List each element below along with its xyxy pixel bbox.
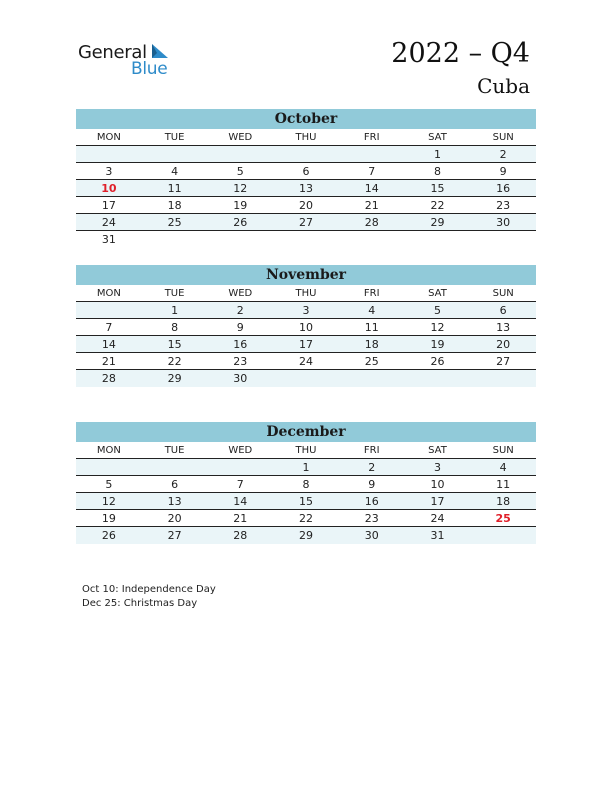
weekday-label: SAT bbox=[428, 132, 447, 143]
day-cell bbox=[405, 231, 471, 248]
day-cell: 26 bbox=[233, 216, 248, 229]
day-cell bbox=[142, 146, 208, 162]
week-row bbox=[76, 370, 536, 387]
week-row bbox=[76, 476, 536, 493]
day-cell bbox=[76, 459, 142, 475]
day-cell bbox=[339, 370, 405, 387]
day-cell: 28 bbox=[364, 216, 379, 229]
day-cell: 11 bbox=[167, 182, 182, 195]
week-row bbox=[76, 197, 536, 214]
weekday-label: SUN bbox=[492, 288, 514, 299]
day-cell bbox=[207, 146, 273, 162]
day-cell: 27 bbox=[167, 529, 182, 542]
month-title: November bbox=[76, 265, 536, 285]
day-cell: 23 bbox=[364, 512, 379, 525]
day-cell: 20 bbox=[299, 199, 314, 212]
day-cell: 20 bbox=[496, 338, 511, 351]
day-cell: 21 bbox=[233, 512, 248, 525]
day-cell bbox=[142, 231, 208, 248]
day-cell: 24 bbox=[299, 355, 314, 368]
day-cell: 25 bbox=[167, 216, 182, 229]
weekday-label: THU bbox=[295, 445, 317, 456]
holiday-day-cell: 25 bbox=[495, 512, 511, 525]
day-cell: 23 bbox=[496, 199, 511, 212]
day-cell: 28 bbox=[101, 372, 116, 385]
day-cell: 13 bbox=[299, 182, 314, 195]
month-november bbox=[76, 265, 536, 387]
day-cell: 15 bbox=[167, 338, 182, 351]
day-cell: 30 bbox=[496, 216, 511, 229]
day-cell: 1 bbox=[171, 304, 179, 317]
day-cell bbox=[76, 146, 142, 162]
day-cell: 20 bbox=[167, 512, 182, 525]
day-cell: 18 bbox=[167, 199, 182, 212]
day-cell: 22 bbox=[167, 355, 182, 368]
day-cell: 16 bbox=[496, 182, 511, 195]
week-row bbox=[76, 163, 536, 180]
logo bbox=[78, 40, 178, 80]
logo-triangle-icon bbox=[150, 44, 168, 60]
day-cell: 12 bbox=[430, 321, 445, 334]
month-title: October bbox=[76, 109, 536, 129]
day-cell bbox=[273, 231, 339, 248]
day-cell: 26 bbox=[430, 355, 445, 368]
day-cell: 19 bbox=[233, 199, 248, 212]
day-cell: 4 bbox=[368, 304, 376, 317]
day-cell: 31 bbox=[430, 529, 445, 542]
day-cell: 21 bbox=[101, 355, 116, 368]
day-cell: 9 bbox=[236, 321, 244, 334]
week-row bbox=[76, 319, 536, 336]
day-cell: 24 bbox=[430, 512, 445, 525]
weekday-label: WED bbox=[228, 132, 253, 143]
day-cell: 14 bbox=[233, 495, 248, 508]
day-cell: 4 bbox=[171, 165, 179, 178]
weekday-label: MON bbox=[96, 288, 121, 299]
day-cell bbox=[142, 459, 208, 475]
day-cell: 7 bbox=[105, 321, 113, 334]
day-cell: 10 bbox=[430, 478, 445, 491]
day-cell: 11 bbox=[364, 321, 379, 334]
weekday-label: TUE bbox=[164, 288, 185, 299]
day-cell: 5 bbox=[433, 304, 441, 317]
page-title: 2022 – Q4 bbox=[391, 38, 530, 69]
weekday-header-row bbox=[76, 285, 536, 302]
day-cell: 8 bbox=[171, 321, 179, 334]
week-row bbox=[76, 459, 536, 476]
day-cell: 27 bbox=[496, 355, 511, 368]
week-row bbox=[76, 146, 536, 163]
day-cell: 3 bbox=[105, 165, 113, 178]
weekday-label: FRI bbox=[363, 132, 380, 143]
month-december bbox=[76, 422, 536, 544]
day-cell: 9 bbox=[368, 478, 376, 491]
day-cell bbox=[405, 370, 471, 387]
day-cell: 1 bbox=[433, 148, 441, 161]
day-cell: 2 bbox=[368, 461, 376, 474]
day-cell: 3 bbox=[433, 461, 441, 474]
weekday-label: MON bbox=[96, 132, 121, 143]
week-row bbox=[76, 493, 536, 510]
day-cell: 15 bbox=[299, 495, 314, 508]
weekday-label: FRI bbox=[363, 288, 380, 299]
weekday-label: SUN bbox=[492, 132, 514, 143]
day-cell: 3 bbox=[302, 304, 310, 317]
day-cell: 13 bbox=[496, 321, 511, 334]
day-cell: 21 bbox=[364, 199, 379, 212]
day-cell bbox=[470, 527, 536, 544]
day-cell: 29 bbox=[299, 529, 314, 542]
country-name: Cuba bbox=[477, 74, 530, 98]
day-cell: 8 bbox=[302, 478, 310, 491]
weekday-label: SAT bbox=[428, 445, 447, 456]
weekday-header-row bbox=[76, 129, 536, 146]
holiday-notes bbox=[82, 583, 216, 611]
day-cell: 17 bbox=[101, 199, 116, 212]
weekday-label: SUN bbox=[492, 445, 514, 456]
holiday-note: Oct 10: Independence Day bbox=[82, 584, 216, 595]
weekday-label: SAT bbox=[428, 288, 447, 299]
day-cell: 28 bbox=[233, 529, 248, 542]
weekday-label: THU bbox=[295, 132, 317, 143]
day-cell: 5 bbox=[236, 165, 244, 178]
day-cell: 14 bbox=[364, 182, 379, 195]
day-cell: 2 bbox=[236, 304, 244, 317]
day-cell bbox=[76, 302, 142, 318]
day-cell: 31 bbox=[101, 233, 116, 246]
day-cell: 11 bbox=[496, 478, 511, 491]
day-cell: 14 bbox=[101, 338, 116, 351]
day-cell bbox=[470, 370, 536, 387]
logo-word-blue: Blue bbox=[131, 59, 168, 79]
day-cell: 22 bbox=[430, 199, 445, 212]
day-cell: 12 bbox=[233, 182, 248, 195]
day-cell: 25 bbox=[364, 355, 379, 368]
day-cell: 17 bbox=[299, 338, 314, 351]
weekday-label: THU bbox=[295, 288, 317, 299]
day-cell bbox=[339, 231, 405, 248]
day-cell: 18 bbox=[364, 338, 379, 351]
weekday-label: WED bbox=[228, 288, 253, 299]
day-cell: 10 bbox=[299, 321, 314, 334]
day-cell bbox=[207, 459, 273, 475]
day-cell: 30 bbox=[364, 529, 379, 542]
holiday-day-cell: 10 bbox=[101, 182, 117, 195]
day-cell bbox=[207, 231, 273, 248]
day-cell: 19 bbox=[430, 338, 445, 351]
day-cell: 24 bbox=[101, 216, 116, 229]
month-october bbox=[76, 109, 536, 248]
weekday-label: WED bbox=[228, 445, 253, 456]
day-cell: 18 bbox=[496, 495, 511, 508]
logo-word-general: General bbox=[78, 42, 147, 63]
day-cell: 22 bbox=[299, 512, 314, 525]
weekday-label: MON bbox=[96, 445, 121, 456]
day-cell: 9 bbox=[499, 165, 507, 178]
week-row bbox=[76, 336, 536, 353]
day-cell: 12 bbox=[101, 495, 116, 508]
weekday-label: TUE bbox=[164, 445, 185, 456]
day-cell: 13 bbox=[167, 495, 182, 508]
day-cell: 23 bbox=[233, 355, 248, 368]
weekday-label: FRI bbox=[363, 445, 380, 456]
day-cell: 15 bbox=[430, 182, 445, 195]
week-row bbox=[76, 510, 536, 527]
day-cell: 16 bbox=[364, 495, 379, 508]
month-title: December bbox=[76, 422, 536, 442]
day-cell: 6 bbox=[302, 165, 310, 178]
weekday-header-row bbox=[76, 442, 536, 459]
day-cell: 27 bbox=[299, 216, 314, 229]
day-cell: 7 bbox=[368, 165, 376, 178]
day-cell: 30 bbox=[233, 372, 248, 385]
day-cell: 26 bbox=[101, 529, 116, 542]
day-cell: 6 bbox=[499, 304, 507, 317]
week-row bbox=[76, 353, 536, 370]
day-cell: 2 bbox=[499, 148, 507, 161]
day-cell: 29 bbox=[167, 372, 182, 385]
day-cell: 7 bbox=[236, 478, 244, 491]
day-cell: 16 bbox=[233, 338, 248, 351]
week-row bbox=[76, 302, 536, 319]
week-row bbox=[76, 180, 536, 197]
day-cell bbox=[339, 146, 405, 162]
holiday-note: Dec 25: Christmas Day bbox=[82, 598, 198, 609]
week-row bbox=[76, 527, 536, 544]
day-cell: 17 bbox=[430, 495, 445, 508]
week-row bbox=[76, 214, 536, 231]
day-cell: 4 bbox=[499, 461, 507, 474]
day-cell: 1 bbox=[302, 461, 310, 474]
day-cell: 6 bbox=[171, 478, 179, 491]
weekday-label: TUE bbox=[164, 132, 185, 143]
day-cell: 29 bbox=[430, 216, 445, 229]
day-cell bbox=[470, 231, 536, 248]
day-cell: 19 bbox=[101, 512, 116, 525]
day-cell bbox=[273, 146, 339, 162]
week-row bbox=[76, 231, 536, 248]
day-cell: 5 bbox=[105, 478, 113, 491]
day-cell: 8 bbox=[433, 165, 441, 178]
day-cell bbox=[273, 370, 339, 387]
